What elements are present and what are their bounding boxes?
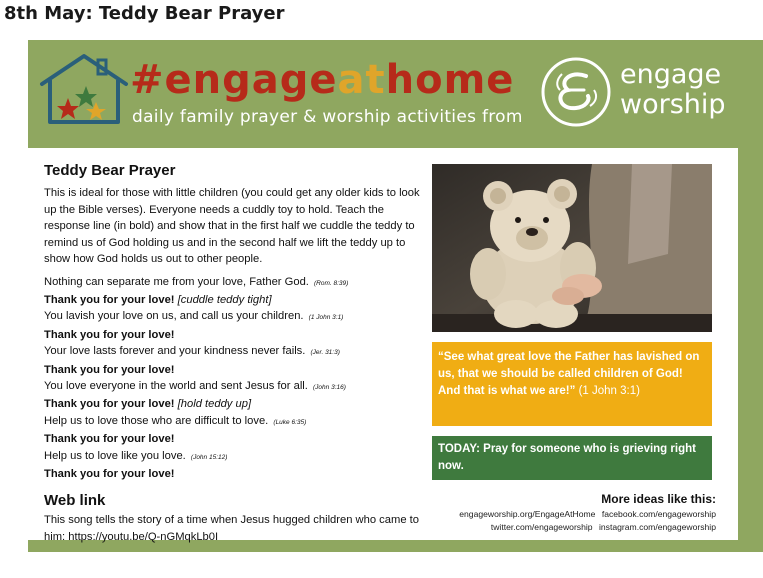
link-facebook[interactable]: facebook.com/engageworship	[601, 509, 716, 519]
brand-title-home: home	[385, 57, 515, 103]
brand-title-at: at	[337, 57, 386, 103]
prayer-response-line	[44, 292, 428, 308]
prayer-line-text: Thank you for your love!	[44, 398, 175, 411]
prayer-line-text: You lavish your love on us, and call us your children.	[44, 310, 304, 323]
prayer-line	[44, 343, 428, 361]
prayer-line-text: Your love lasts forever and your kindness never fails.	[44, 345, 306, 358]
verse-reference: (John 15:12)	[190, 453, 228, 461]
today-box: TODAY: Pray for someone who is grieving right now.	[432, 436, 712, 480]
prayer-line	[44, 448, 428, 466]
brand-title-engage: #engage	[130, 57, 338, 103]
prayer-action: [hold teddy up]	[177, 398, 252, 411]
prayer-line-text: Nothing can separate me from your love, Father God.	[44, 275, 309, 288]
verse-reference: (Jer. 31:3)	[310, 349, 340, 357]
link-instagram[interactable]: instagram.com/engageworship	[598, 522, 716, 532]
verse-reference: (1 John 3:1)	[308, 314, 344, 322]
prayer-action: [cuddle teddy tight]	[177, 293, 272, 306]
prayer-line-text: Thank you for your love!	[44, 363, 175, 376]
prayer-intro: This is ideal for those with little children (you could get any older kids to look up the Bible verses). Everyone needs a cuddly toy to hold. Teach the response line (in bold) and show that in the first half we cuddle the teddy to remind us of God holding us and in the second half we lift the teddy up to show how God holds us out to other people.	[44, 187, 420, 265]
prayer-line-text: Thank you for your love!	[44, 293, 175, 306]
prayer-line	[44, 413, 428, 431]
prayer-response-line	[44, 431, 428, 447]
prayer-line	[44, 274, 428, 292]
more-ideas	[459, 492, 716, 534]
web-link-heading: Web link	[44, 492, 106, 510]
prayer-line	[44, 308, 428, 326]
more-ideas-links-row2	[459, 521, 716, 534]
prayer-response-line	[44, 327, 428, 343]
prayer-line-text: Help us to love like you love.	[44, 449, 186, 462]
wordmark-worship: worship	[620, 89, 726, 120]
bible-quote-box	[432, 342, 712, 426]
prayer-line-text: Help us to love those who are difficult to love.	[44, 414, 269, 427]
engage-worship-wordmark	[620, 60, 726, 120]
bible-quote-ref: (1 John 3:1)	[578, 385, 640, 397]
prayer-line-text: You love everyone in the world and sent Jesus for all.	[44, 379, 308, 392]
prayer-list	[44, 274, 428, 483]
bible-quote-text: “See what great love the Father has lavished on us, that we should be called children of God! And that is what we are!”	[438, 351, 700, 397]
prayer-response-line	[44, 362, 428, 378]
prayer-line-text: Thank you for your love!	[44, 467, 175, 480]
more-ideas-links-row1	[459, 508, 716, 521]
more-ideas-title: More ideas like this:	[601, 492, 716, 506]
web-link-text[interactable]: This song tells the story of a time when Jesus hugged children who came to him: https://youtu.be/Q-nGMqkLb0I	[44, 514, 419, 543]
brand-title	[130, 55, 514, 105]
verse-reference: (John 3:16)	[313, 383, 346, 391]
content-card	[28, 148, 738, 543]
prayer-response-line	[44, 396, 428, 412]
page-title: 8th May: Teddy Bear Prayer	[4, 3, 285, 24]
prayer-response-line	[44, 466, 428, 482]
prayer-line-text: Thank you for your love!	[44, 433, 175, 446]
link-engageathome[interactable]: engageworship.org/EngageAtHome	[459, 509, 596, 519]
house-with-stars-icon	[34, 50, 134, 128]
brand-subtitle: daily family prayer & worship activities from	[132, 107, 523, 127]
teddy-bear-photo	[432, 164, 712, 332]
verse-reference: (Rom. 8:39)	[314, 279, 349, 287]
engage-at-home-banner	[28, 40, 763, 552]
link-twitter[interactable]: twitter.com/engageworship	[490, 522, 593, 532]
wordmark-engage: engage	[620, 59, 722, 90]
prayer-heading: Teddy Bear Prayer	[44, 162, 176, 179]
verse-reference: (Luke 6:35)	[273, 418, 307, 426]
engage-worship-emblem-icon	[540, 56, 612, 128]
prayer-line-text: Thank you for your love!	[44, 328, 175, 341]
prayer-line	[44, 378, 428, 396]
prayer-column	[44, 162, 428, 545]
